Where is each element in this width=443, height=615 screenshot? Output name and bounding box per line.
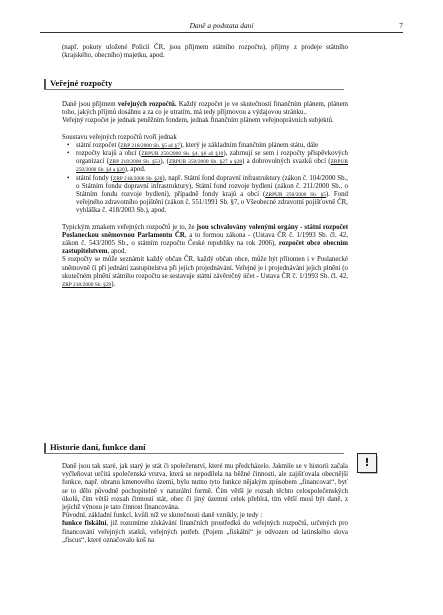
page-number: 7 xyxy=(399,21,403,30)
law-reference-link[interactable]: ZRPUR 250/2000 Sb. §4, §6 až §10 xyxy=(141,151,224,158)
law-reference-link[interactable]: ZRP 218/2000 Sb. §28 xyxy=(112,175,163,182)
list-item: • státní rozpočet (ZRP 218/2000 Sb. §5 až §7), který je základním finančním plánem státu, dále xyxy=(76,142,348,150)
exclamation-icon: ! xyxy=(357,453,377,473)
paragraph: funkce fiskální, již rozumíme získávání finančních prostředků do veřejných rozpočtů, určených pro financování veřejných statků, veřejných potřeb. (Pojem „fiskální“ je odvozen od latinského slova „fiscus“, které označovalo koš na xyxy=(62,520,348,544)
law-reference-link[interactable]: ZRP 218/2000 Sb. §53 xyxy=(109,159,161,166)
law-reference-link[interactable]: ZRP 218/2000 Sb. §5 až §7 xyxy=(120,142,180,149)
paragraph: S rozpočty se může seznámit každý občan ČR, každý občan obce, může být přítomen i v Poslanecké sněmovně či při jednání zastupitelstva při jejich projednávání. Veřejné je i projednávání jejich plnění (o skutečném plnění státního rozpočtu se sestavuje státní závěrečný účet - Ustava ČR č. 1/1993 Sb. čl. 42, ZRP 218/2000 Sb. §29). xyxy=(62,256,348,289)
intro-paragraph: (např. pokuty uložené Policií ČR, jsou příjmem státního rozpočtu), příjmy z prodeje státního (krajského, obecního) majetku, apod. xyxy=(62,44,348,60)
section-historie-dani xyxy=(62,463,348,545)
header-title: Daně a podstata daní xyxy=(189,21,254,30)
paragraph: Daně jsou příjmem veřejných rozpočtů. Každý rozpočet je ve skutečnosti finančním plánem, plánem toho, jakých příjmů dosáhnu a za co je utratím, má tedy příjmovou a výdajovou stránku.. xyxy=(62,101,348,117)
law-reference-link[interactable]: ZRPUR 250/2000 Sb. §4 a §20 xyxy=(76,159,348,174)
law-reference-link[interactable]: ZRPUR 250/2000 Sb. §5 xyxy=(265,192,326,199)
running-header xyxy=(40,22,403,33)
law-reference-link[interactable]: ZRP 218/2000 Sb. §29 xyxy=(62,282,112,289)
paragraph: Veřejný rozpočet je jednak peněžním fondem, jednak finančním plánem veřejnoprávních subjektů. xyxy=(62,117,334,125)
budget-list xyxy=(62,142,348,216)
paragraph: Daně jsou tak staré, jak starý je stát či společenství, které mu předcházelo. Jakmile se v historii začala vyčleňovat určitá společenská vrstva, která se nepodílela na běžné činnosti, ale zajišťovala obecnější funkce, např. obranu kmenového území, bylo nutno tyto funkce nějakým způsobem „financovat“, byť se to dělo původně pochopitelně v naturální formě. Čím větší je rozsah těchto celospolečenských úkolů, čím větší rozsah činností stát, obec či jiný územní celek přebírá, tím větší musí být daně, z jejichž výnosu je tato činnost financována. xyxy=(62,463,348,512)
paragraph: Typickým zmakem veřejných rozpočtů je to, že jsou schvalovány volenými orgány - státní rozpočet Poslaneckou sněmovnou Parlamentu ČR, a to formou zákona - (Ustava ČR č. 1/1993 Sb. čl. 42, zákon č. 543/2005 Sb., o státním rozpočtu České republiky na rok 2006), rozpočet obce obecním zastupitelstvem, apod. xyxy=(62,223,349,256)
section-verejne-rozpocty xyxy=(62,101,348,289)
list-item: • rozpočty krajů a obcí (ZRPUR 250/2000 Sb. §4, §6 až §10), zahrnují se sem i rozpočty příspěvkových organizací (ZRP 218/2000 Sb. §53), (ZRPUR 250/2000 Sb. §27 a §28) a dobrovolných svazků obcí (ZRPUR 250/2000 Sb. §4 a §20), apod. xyxy=(76,150,348,175)
paragraph: Soustavu veřejných rozpočtů tvoří jednak xyxy=(62,133,177,141)
paragraph: Původní, základní funkcí, kvůli níž ve skutečnosti daně vznikly, je tedy : xyxy=(62,512,263,520)
list-item: • státní fondy (ZRP 218/2000 Sb. §28), např. Státní fond dopravní infrastruktury (zákon č. 104/2000 Sb., o Státním fondu dopravní infrastruktury), Státní fond rozvoje bydlení (zákon č. 211/2000 Sb., o Státním fondu rozvoje bydlení), případně fondy krajů a obcí (ZRPUR 250/2000 Sb. §5). Fond veřejného zdravotního pojištění (zákon č. 551/1991 Sb. §7, o Všeobecné zdravotní pojišťovně ČR, vyhláška č. 418/2003 Sb.), apod. xyxy=(76,175,348,216)
section-heading-historie-dani: Historie daní, funkce daní xyxy=(44,442,344,454)
section-heading-verejne-rozpocty: Veřejné rozpočty xyxy=(44,78,344,90)
law-reference-link[interactable]: ZRPUR 250/2000 Sb. §27 a §28 xyxy=(168,159,243,166)
